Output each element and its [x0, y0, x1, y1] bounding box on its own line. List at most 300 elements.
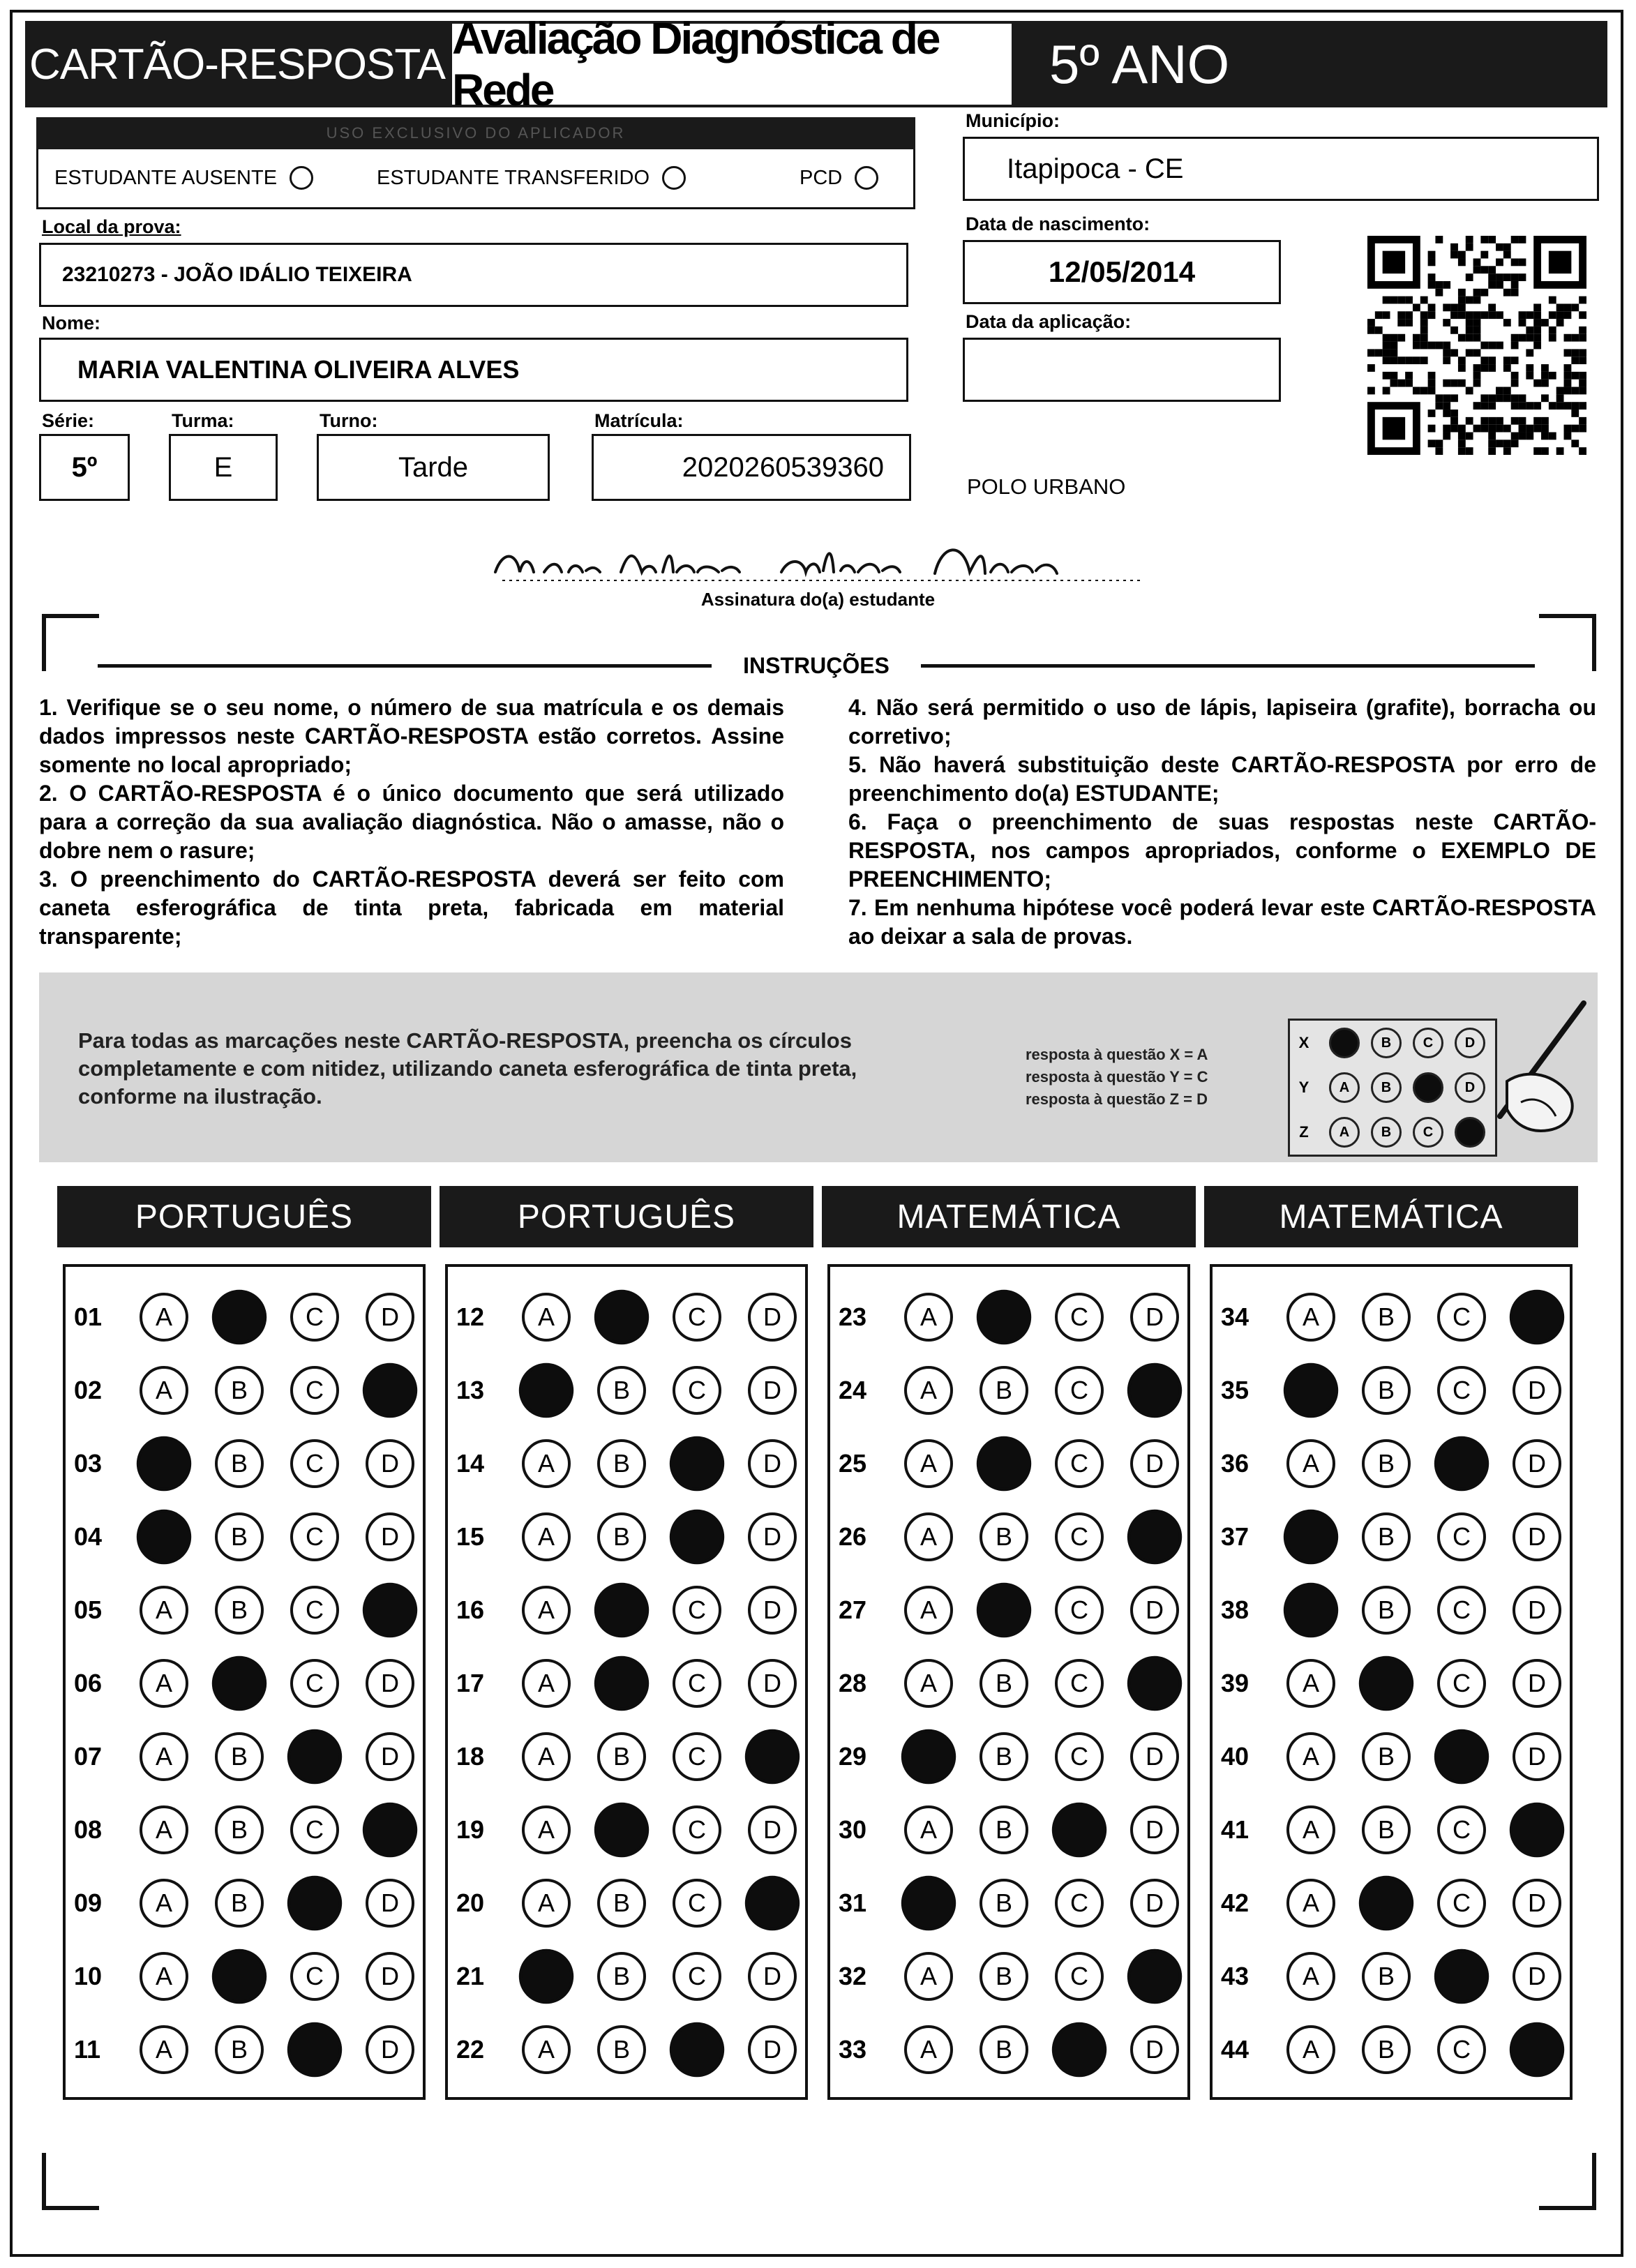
answer-bubble-c[interactable]	[287, 2022, 342, 2077]
question-row	[830, 1647, 1179, 1720]
answer-bubble-a[interactable]: A	[522, 1293, 571, 1342]
answer-bubble-c[interactable]: C	[1055, 1293, 1104, 1342]
answer-bubble-b[interactable]: B	[215, 1586, 264, 1635]
grade-title: 5º ANO	[1049, 33, 1230, 95]
turma-label: Turma:	[172, 410, 234, 431]
question-number: 26	[839, 1522, 867, 1551]
option-pcd[interactable]	[800, 166, 878, 190]
answer-bubble-c[interactable]	[287, 1729, 342, 1784]
corner-top-left	[42, 614, 99, 671]
question-number: 04	[74, 1522, 103, 1551]
answer-bubble-a[interactable]: A	[904, 1586, 953, 1635]
answer-bubble-c[interactable]	[1434, 1436, 1489, 1491]
answer-bubble-c[interactable]: C	[1055, 1952, 1104, 2001]
question-number: 22	[456, 2035, 485, 2064]
question-number: 13	[456, 1376, 485, 1404]
question-number: 09	[74, 1888, 103, 1917]
question-row	[1213, 1281, 1561, 1353]
answer-bubble-d[interactable]	[1510, 1803, 1564, 1857]
option-pcd-label: PCD	[800, 166, 843, 189]
question-row	[448, 1794, 797, 1866]
answer-bubble-c[interactable]	[1434, 1949, 1489, 2004]
answer-bubble-b[interactable]	[594, 1803, 649, 1857]
answer-bubble-d[interactable]: D	[366, 1879, 414, 1928]
question-row	[1213, 2013, 1561, 2086]
question-row	[66, 1281, 414, 1353]
answer-bubble-b[interactable]	[212, 1290, 267, 1344]
question-row	[830, 1794, 1179, 1866]
answer-bubble-b[interactable]: B	[1362, 1732, 1411, 1781]
example-row	[1290, 1021, 1485, 1065]
answer-bubble-b[interactable]: B	[1362, 1512, 1411, 1561]
question-row	[448, 1354, 797, 1427]
answer-bubble-c[interactable]: C	[1055, 1659, 1104, 1708]
answer-bubble-c[interactable]: C	[1437, 1586, 1486, 1635]
answer-bubble-a[interactable]	[519, 1949, 573, 2004]
answer-bubble-b[interactable]: B	[215, 1366, 264, 1415]
answer-bubble-c[interactable]: C	[290, 1952, 339, 2001]
answer-bubble-b[interactable]: B	[215, 1439, 264, 1488]
answer-bubble-a[interactable]: A	[904, 1659, 953, 1708]
answer-bubble-c[interactable]: C	[290, 1512, 339, 1561]
answer-bubble-a[interactable]: A	[140, 1879, 188, 1928]
question-row	[1213, 1574, 1561, 1646]
answer-bubble-d[interactable]: D	[366, 1439, 414, 1488]
answer-bubble-a[interactable]: A	[1286, 1805, 1335, 1854]
answer-bubble-d[interactable]: D	[1130, 1805, 1179, 1854]
answer-bubble-b[interactable]: B	[597, 1439, 646, 1488]
answer-bubble-b[interactable]	[1359, 1656, 1413, 1711]
turno-label: Turno:	[320, 410, 378, 431]
answer-bubble-b[interactable]: B	[980, 1659, 1028, 1708]
answer-bubble-a[interactable]: A	[904, 2025, 953, 2074]
answer-bubble-d[interactable]	[1127, 1510, 1182, 1564]
answer-bubble-d[interactable]	[363, 1583, 417, 1637]
example-bubble-c: C	[1413, 1117, 1443, 1148]
nascimento-label: Data de nascimento:	[966, 213, 1150, 234]
question-row	[448, 1501, 797, 1573]
column-title: PORTUGUÊS	[57, 1186, 431, 1247]
answer-bubble-a[interactable]: A	[522, 1732, 571, 1781]
answer-bubble-c[interactable]: C	[1055, 1366, 1104, 1415]
answer-column	[827, 1264, 1190, 2100]
answer-bubble-b[interactable]: B	[980, 2025, 1028, 2074]
question-number: 01	[74, 1302, 103, 1331]
column-title: MATEMÁTICA	[1204, 1186, 1578, 1247]
answer-bubble-b[interactable]: B	[597, 2025, 646, 2074]
answer-bubble-b[interactable]	[212, 1656, 267, 1711]
question-row	[1213, 1720, 1561, 1793]
answer-bubble-a[interactable]: A	[904, 1439, 953, 1488]
answer-bubble-a[interactable]: A	[1286, 1879, 1335, 1928]
question-number: 15	[456, 1522, 485, 1551]
answer-bubble-c[interactable]: C	[1437, 1879, 1486, 1928]
answer-bubble-b[interactable]	[594, 1656, 649, 1711]
answer-bubble-a[interactable]: A	[140, 1952, 188, 2001]
answer-bubble-a[interactable]: A	[904, 1805, 953, 1854]
legend-y: resposta à questão Y = C	[1026, 1068, 1208, 1086]
answer-bubble-d[interactable]: D	[366, 1659, 414, 1708]
answer-bubble-b[interactable]	[594, 1583, 649, 1637]
signature-caption: Assinatura do(a) estudante	[700, 589, 936, 610]
answer-bubble-b[interactable]: B	[215, 1879, 264, 1928]
answer-bubble-a[interactable]: A	[1286, 1732, 1335, 1781]
answer-bubble-b[interactable]: B	[215, 1805, 264, 1854]
answer-bubble-a[interactable]: A	[1286, 1439, 1335, 1488]
answer-bubble-a[interactable]: A	[1286, 1659, 1335, 1708]
example-row	[1290, 1065, 1485, 1110]
answer-bubble-d[interactable]: D	[1130, 2025, 1179, 2074]
answer-bubble-d[interactable]	[1510, 2022, 1564, 2077]
example-row-label: X	[1298, 1034, 1309, 1051]
answer-bubble-d[interactable]: D	[366, 1293, 414, 1342]
question-row	[448, 1427, 797, 1500]
answer-bubble-d[interactable]: D	[1130, 1439, 1179, 1488]
card-title: CARTÃO-RESPOSTA	[29, 40, 445, 89]
question-row	[1213, 1427, 1561, 1500]
answer-bubble-d[interactable]	[363, 1363, 417, 1418]
option-pcd-circle[interactable]	[855, 166, 878, 190]
answer-bubble-d[interactable]: D	[1513, 1586, 1561, 1635]
answer-bubble-d[interactable]	[1127, 1949, 1182, 2004]
answer-bubble-b[interactable]	[977, 1290, 1031, 1344]
example-row	[1290, 1110, 1485, 1155]
question-row	[66, 1427, 414, 1500]
question-number: 05	[74, 1595, 103, 1624]
answer-bubble-a[interactable]: A	[1286, 1952, 1335, 2001]
municipio-label: Município:	[966, 110, 1060, 131]
answer-bubble-a[interactable]	[1284, 1510, 1338, 1564]
answer-bubble-d[interactable]: D	[366, 2025, 414, 2074]
question-row	[66, 1501, 414, 1573]
question-row	[66, 1940, 414, 2013]
answer-bubble-d[interactable]	[363, 1803, 417, 1857]
answer-bubble-a[interactable]: A	[1286, 1293, 1335, 1342]
answer-bubble-d[interactable]: D	[1513, 1732, 1561, 1781]
answer-bubble-d[interactable]: D	[748, 1512, 797, 1561]
answer-bubble-b[interactable]: B	[980, 1805, 1028, 1854]
nome-field: MARIA VALENTINA OLIVEIRA ALVES	[39, 338, 908, 402]
question-row	[830, 1574, 1179, 1646]
answer-bubble-a[interactable]: A	[522, 1439, 571, 1488]
option-transferred[interactable]	[377, 166, 686, 190]
instructions-left	[39, 693, 784, 951]
question-number: 42	[1221, 1888, 1249, 1917]
answer-bubble-d[interactable]: D	[748, 1805, 797, 1854]
question-number: 17	[456, 1669, 485, 1697]
answer-bubble-d[interactable]: D	[1130, 1879, 1179, 1928]
example-bubble-b: B	[1371, 1072, 1402, 1103]
answer-bubble-c[interactable]: C	[673, 1366, 721, 1415]
answer-bubble-c[interactable]: C	[290, 1439, 339, 1488]
answer-bubble-c[interactable]: C	[290, 1659, 339, 1708]
answer-bubble-a[interactable]: A	[140, 1366, 188, 1415]
answer-column	[445, 1264, 808, 2100]
answer-bubble-b[interactable]: B	[1362, 1586, 1411, 1635]
answer-bubble-d[interactable]	[1127, 1656, 1182, 1711]
question-row	[830, 1501, 1179, 1573]
answer-bubble-c[interactable]: C	[1437, 1366, 1486, 1415]
question-number: 29	[839, 1742, 867, 1771]
answer-bubble-c[interactable]: C	[673, 1879, 721, 1928]
answer-bubble-b[interactable]: B	[597, 1879, 646, 1928]
answer-bubble-d[interactable]	[1127, 1363, 1182, 1418]
answer-bubble-a[interactable]	[901, 1729, 956, 1784]
answer-bubble-b[interactable]: B	[215, 1732, 264, 1781]
answer-bubble-b[interactable]: B	[980, 1512, 1028, 1561]
answer-bubble-a[interactable]	[1284, 1583, 1338, 1637]
answer-bubble-d[interactable]: D	[1130, 1586, 1179, 1635]
answer-bubble-b[interactable]	[594, 1290, 649, 1344]
nascimento-field: 12/05/2014	[963, 240, 1281, 304]
answer-bubble-a[interactable]: A	[1286, 2025, 1335, 2074]
question-row	[448, 1574, 797, 1646]
answer-bubble-b[interactable]: B	[1362, 1805, 1411, 1854]
answer-bubble-a[interactable]	[1284, 1363, 1338, 1418]
answer-bubble-b[interactable]: B	[980, 1732, 1028, 1781]
question-row	[1213, 1940, 1561, 2013]
option-transferred-circle[interactable]	[662, 166, 686, 190]
instruction-1: 1. Verifique se o seu nome, o número de sua matrícula e os demais dados impressos neste CARTÃO-RESPOSTA estão corretos. Assine somente no local apropriado;	[39, 695, 784, 777]
answer-bubble-b[interactable]: B	[597, 1952, 646, 2001]
column-title: MATEMÁTICA	[822, 1186, 1196, 1247]
question-row	[830, 1720, 1179, 1793]
answer-bubble-a[interactable]: A	[904, 1952, 953, 2001]
answer-bubble-c[interactable]: C	[673, 1586, 721, 1635]
example-bubble-a: A	[1329, 1072, 1360, 1103]
answer-bubble-a[interactable]: A	[904, 1366, 953, 1415]
answer-bubble-d[interactable]: D	[366, 1952, 414, 2001]
answer-bubble-c[interactable]: C	[1437, 1512, 1486, 1561]
question-number: 40	[1221, 1742, 1249, 1771]
question-number: 14	[456, 1449, 485, 1478]
answer-bubble-d[interactable]: D	[748, 1952, 797, 2001]
hand-pen-icon	[1479, 998, 1591, 1137]
local-label: Local da prova:	[42, 216, 181, 237]
answer-bubble-a[interactable]: A	[140, 1659, 188, 1708]
question-row	[66, 1794, 414, 1866]
answer-bubble-c[interactable]: C	[673, 1659, 721, 1708]
answer-bubble-c[interactable]: C	[1055, 1512, 1104, 1561]
answer-bubble-c[interactable]: C	[290, 1586, 339, 1635]
answer-bubble-d[interactable]: D	[748, 1439, 797, 1488]
answer-bubble-b[interactable]: B	[1362, 1439, 1411, 1488]
answer-bubble-b[interactable]: B	[215, 1512, 264, 1561]
question-number: 08	[74, 1815, 103, 1844]
answer-bubble-c[interactable]: C	[1437, 1293, 1486, 1342]
question-row	[66, 1574, 414, 1646]
answer-bubble-a[interactable]: A	[140, 1732, 188, 1781]
municipio-field: Itapipoca - CE	[963, 137, 1599, 201]
answer-bubble-d[interactable]: D	[366, 1732, 414, 1781]
answer-bubble-b[interactable]: B	[980, 1879, 1028, 1928]
answer-bubble-d[interactable]: D	[1130, 1732, 1179, 1781]
example-row-label: Y	[1298, 1079, 1309, 1096]
answer-bubble-d[interactable]	[745, 1876, 800, 1930]
answer-bubble-a[interactable]: A	[140, 1293, 188, 1342]
question-row	[66, 1647, 414, 1720]
example-bubble-c	[1413, 1072, 1443, 1103]
question-number: 32	[839, 1962, 867, 1990]
answer-bubble-d[interactable]: D	[748, 1366, 797, 1415]
instructions-right	[848, 693, 1596, 951]
polo-label: POLO URBANO	[967, 474, 1126, 499]
question-number: 16	[456, 1595, 485, 1624]
column-title: PORTUGUÊS	[440, 1186, 813, 1247]
question-number: 36	[1221, 1449, 1249, 1478]
answer-bubble-a[interactable]: A	[522, 1805, 571, 1854]
answer-bubble-b[interactable]: B	[597, 1512, 646, 1561]
nome-label: Nome:	[42, 313, 101, 333]
answer-bubble-a[interactable]: A	[140, 2025, 188, 2074]
answer-bubble-c[interactable]: C	[1055, 1586, 1104, 1635]
answer-bubble-b[interactable]: B	[1362, 1293, 1411, 1342]
option-absent-label: ESTUDANTE AUSENTE	[54, 166, 278, 189]
answer-bubble-d[interactable]: D	[1513, 1659, 1561, 1708]
answer-bubble-d[interactable]	[745, 1729, 800, 1784]
instruction-6: 6. Faça o preenchimento de suas respostas neste CARTÃO-RESPOSTA, nos campos apropriados, conforme o EXEMPLO DE PREENCHIMENTO;	[848, 809, 1596, 892]
answer-bubble-c[interactable]: C	[1055, 1439, 1104, 1488]
answer-bubble-b[interactable]: B	[980, 1952, 1028, 2001]
answer-bubble-c[interactable]: C	[673, 1293, 721, 1342]
answer-bubble-a[interactable]: A	[904, 1512, 953, 1561]
answer-bubble-c[interactable]	[670, 1510, 724, 1564]
question-number: 18	[456, 1742, 485, 1771]
question-row	[1213, 1647, 1561, 1720]
answer-bubble-a[interactable]: A	[522, 1879, 571, 1928]
answer-bubble-c[interactable]: C	[673, 1952, 721, 2001]
answer-bubble-d[interactable]: D	[1513, 1366, 1561, 1415]
answer-bubble-b[interactable]: B	[980, 1366, 1028, 1415]
answer-bubble-b[interactable]: B	[215, 2025, 264, 2074]
instructions-title: INSTRUÇÕES	[743, 653, 890, 678]
answer-bubble-c[interactable]: C	[673, 1805, 721, 1854]
answer-bubble-c[interactable]: C	[1437, 2025, 1486, 2074]
question-number: 11	[74, 2035, 101, 2064]
question-number: 03	[74, 1449, 103, 1478]
answer-bubble-c[interactable]: C	[1437, 1805, 1486, 1854]
aplicacao-field[interactable]	[963, 338, 1281, 402]
legend-x: resposta à questão X = A	[1026, 1046, 1208, 1063]
question-number: 35	[1221, 1376, 1249, 1404]
answer-bubble-c[interactable]: C	[290, 1366, 339, 1415]
question-number: 38	[1221, 1595, 1249, 1624]
answer-bubble-d[interactable]	[1510, 1290, 1564, 1344]
answer-bubble-c[interactable]: C	[673, 1732, 721, 1781]
answer-bubble-b[interactable]: B	[1362, 2025, 1411, 2074]
answer-bubble-b[interactable]: B	[1362, 1952, 1411, 2001]
example-bubble-d: D	[1455, 1028, 1485, 1058]
answer-bubble-d[interactable]: D	[748, 1586, 797, 1635]
question-number: 24	[839, 1376, 867, 1404]
answer-bubble-c[interactable]	[287, 1876, 342, 1930]
aplicacao-label: Data da aplicação:	[966, 311, 1132, 332]
answer-bubble-c[interactable]	[670, 2022, 724, 2077]
answer-bubble-b[interactable]	[212, 1949, 267, 2004]
answer-bubble-a[interactable]	[901, 1876, 956, 1930]
answer-bubble-d[interactable]: D	[748, 1293, 797, 1342]
answer-bubble-c[interactable]	[1052, 2022, 1106, 2077]
answer-bubble-c[interactable]: C	[1055, 1732, 1104, 1781]
instruction-5: 5. Não haverá substituição deste CARTÃO-RESPOSTA por erro de preenchimento do(a) ESTUDANTE;	[848, 752, 1596, 806]
answer-bubble-b[interactable]	[977, 1436, 1031, 1491]
answer-bubble-c[interactable]: C	[1437, 1659, 1486, 1708]
question-number: 41	[1221, 1815, 1249, 1844]
question-number: 33	[839, 2035, 867, 2064]
matricula-field: 2020260539360	[592, 434, 911, 501]
option-absent[interactable]	[54, 166, 313, 190]
question-row	[830, 1427, 1179, 1500]
answer-bubble-a[interactable]: A	[904, 1293, 953, 1342]
answer-bubble-d[interactable]: D	[1513, 1879, 1561, 1928]
instruction-2: 2. O CARTÃO-RESPOSTA é o único documento que será utilizado para a correção da sua avaliação diagnóstica. Não o amasse, não o dobre nem o rasure;	[39, 781, 784, 863]
answer-bubble-b[interactable]	[977, 1583, 1031, 1637]
answer-bubble-b[interactable]: B	[1362, 1366, 1411, 1415]
answer-bubble-c[interactable]	[670, 1436, 724, 1491]
matricula-label: Matrícula:	[594, 410, 684, 431]
answer-bubble-c[interactable]: C	[290, 1805, 339, 1854]
question-number: 34	[1221, 1302, 1249, 1331]
option-absent-circle[interactable]	[290, 166, 313, 190]
answer-bubble-c[interactable]	[1434, 1729, 1489, 1784]
question-row	[1213, 1794, 1561, 1866]
question-row	[448, 2013, 797, 2086]
qr-code-icon	[1367, 236, 1586, 455]
example-bubble-b: B	[1371, 1117, 1402, 1148]
answer-bubble-a[interactable]	[519, 1363, 573, 1418]
answer-bubble-a[interactable]: A	[522, 1659, 571, 1708]
question-number: 23	[839, 1302, 867, 1331]
answer-bubble-c[interactable]: C	[290, 1293, 339, 1342]
answer-bubble-a[interactable]: A	[140, 1586, 188, 1635]
answer-bubble-d[interactable]: D	[748, 2025, 797, 2074]
answer-bubble-c[interactable]	[1052, 1803, 1106, 1857]
answer-bubble-d[interactable]: D	[1513, 1952, 1561, 2001]
question-number: 21	[456, 1962, 485, 1990]
answer-bubble-a[interactable]: A	[522, 1512, 571, 1561]
answer-bubble-b[interactable]	[1359, 1876, 1413, 1930]
answer-bubble-d[interactable]: D	[1513, 1512, 1561, 1561]
applicator-bar: USO EXCLUSIVO DO APLICADOR	[36, 117, 915, 149]
question-row	[830, 1281, 1179, 1353]
answer-bubble-b[interactable]: B	[597, 1366, 646, 1415]
question-row	[830, 2013, 1179, 2086]
option-transferred-label: ESTUDANTE TRANSFERIDO	[377, 166, 650, 189]
answer-bubble-a[interactable]: A	[522, 2025, 571, 2074]
answer-bubble-a[interactable]	[137, 1436, 191, 1491]
answer-bubble-d[interactable]: D	[1513, 1439, 1561, 1488]
answer-bubble-b[interactable]: B	[597, 1732, 646, 1781]
answer-bubble-a[interactable]	[137, 1510, 191, 1564]
local-field: 23210273 - JOÃO IDÁLIO TEIXEIRA	[39, 243, 908, 307]
question-number: 20	[456, 1888, 485, 1917]
question-number: 43	[1221, 1962, 1249, 1990]
answer-bubble-d[interactable]: D	[366, 1512, 414, 1561]
instruction-3: 3. O preenchimento do CARTÃO-RESPOSTA deverá ser feito com caneta esferográfica de tinta preta, fabricada em material transparente;	[39, 866, 784, 949]
answer-bubble-c[interactable]: C	[1055, 1879, 1104, 1928]
question-row	[448, 1720, 797, 1793]
question-number: 06	[74, 1669, 103, 1697]
corner-bottom-right	[1539, 2153, 1596, 2210]
question-number: 07	[74, 1742, 103, 1771]
question-row	[66, 1867, 414, 1939]
serie-field: 5º	[39, 434, 130, 501]
answer-bubble-d[interactable]: D	[748, 1659, 797, 1708]
answer-bubble-d[interactable]: D	[1130, 1293, 1179, 1342]
answer-bubble-a[interactable]: A	[140, 1805, 188, 1854]
answer-column	[1210, 1264, 1573, 2100]
answer-bubble-a[interactable]: A	[522, 1586, 571, 1635]
